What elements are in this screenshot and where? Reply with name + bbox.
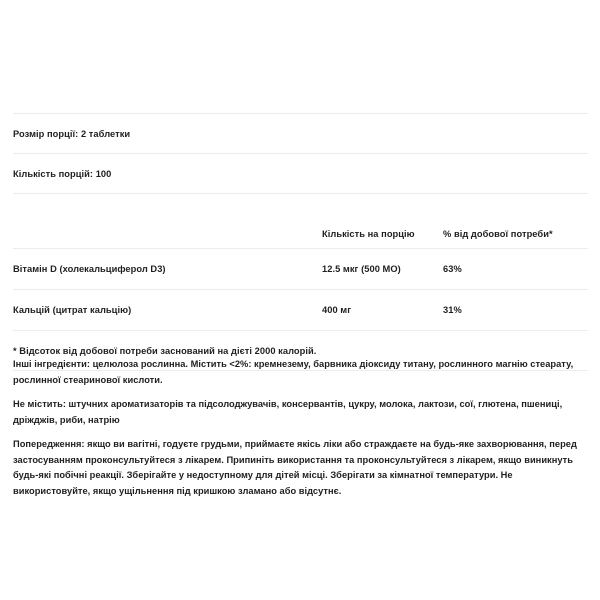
nutrient-daily-value: 63% <box>443 249 588 290</box>
supplement-facts-table <box>13 113 588 371</box>
product-info-paragraphs <box>13 357 589 499</box>
nutrient-name: Кальцій (цитрат кальцію) <box>13 290 322 331</box>
nutrient-amount: 400 мг <box>322 290 443 331</box>
table-row <box>13 290 588 331</box>
serving-size-label: Розмір порції: 2 таблетки <box>13 114 588 154</box>
column-header-name <box>13 194 322 249</box>
free-from-text: Не містить: штучних ароматизаторів та підсолоджувачів, консервантів, цукру, молока, лактози, сої, глютена, пшениці, дріжджів, риби, натрію <box>13 399 563 425</box>
daily-value-footnote: * Відсоток від добової потреби заснований на дієті 2000 калорій. <box>13 331 588 371</box>
servings-per-container-label: Кількість порцій: 100 <box>13 154 588 194</box>
column-header-amount-per-serving: Кількість на порцію <box>322 194 443 249</box>
table-row-serving-size <box>13 114 588 154</box>
nutrient-amount: 12.5 мкг (500 МО) <box>322 249 443 290</box>
nutrient-daily-value: 31% <box>443 290 588 331</box>
column-header-daily-value: % від добової потреби* <box>443 194 588 249</box>
table-row-servings-count <box>13 154 588 194</box>
warning-text: Попередження: якщо ви вагітні, годуєте грудьми, приймаєте якісь ліки або страждаєте на будь-яке захворювання, перед застосуванням проконсультуйтеся з лікарем. Припиніть використання та проконсультуйтеся з лікарем, якщо виникнуть будь-які побічні реакції. Зберігайте у недоступному для дітей місці. Зберігати за кімнатної температури. Не використовуйте, якщо ущільнення під кришкою зламано або відсутнє. <box>13 439 577 496</box>
table-header-row <box>13 194 588 249</box>
nutrient-name: Вітамін D (холекальциферол D3) <box>13 249 322 290</box>
other-ingredients-text: Інші інгредієнти: целюлоза рослинна. Містить <2%: кремнезему, барвника діоксиду титану, рослинного магнію стеарату, рослинної стеаринової кислоти. <box>13 359 574 385</box>
table-row <box>13 249 588 290</box>
